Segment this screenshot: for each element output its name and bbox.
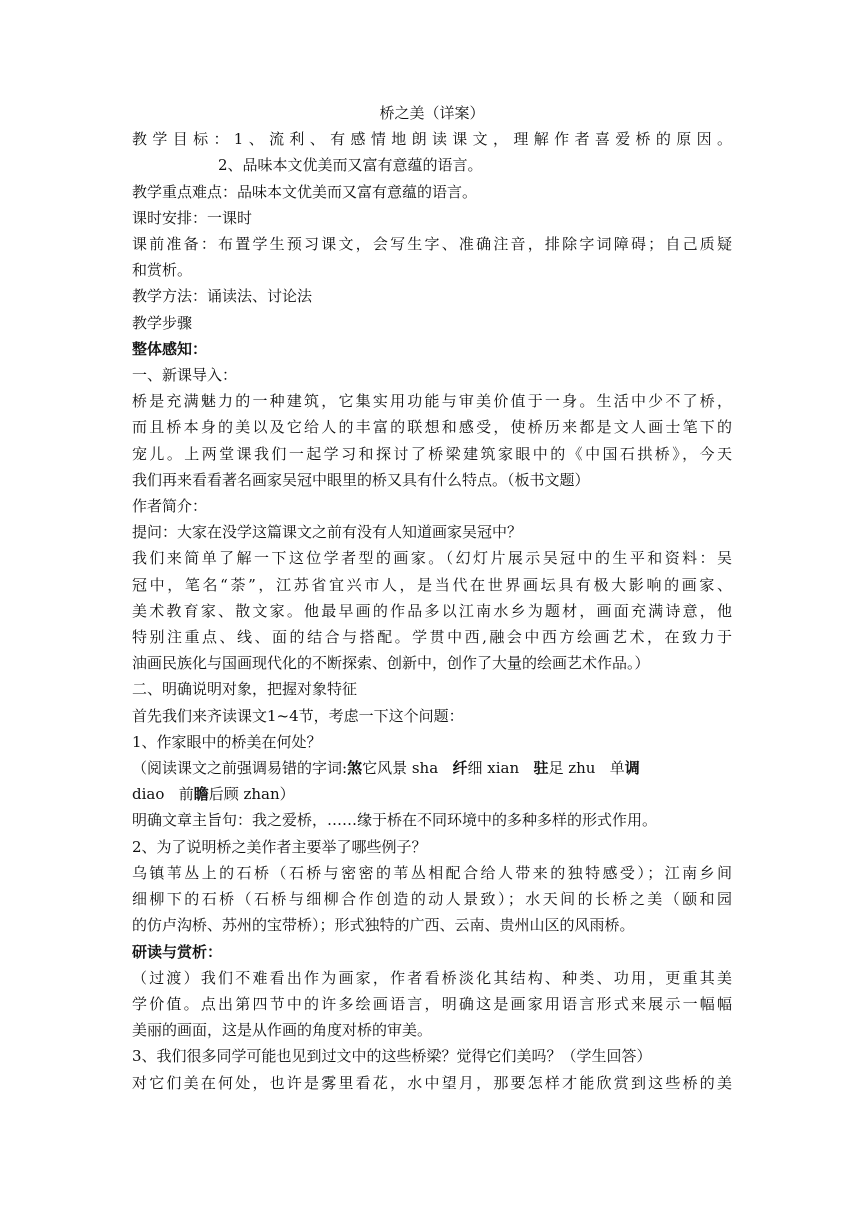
bio-line-4: 特别注重点、线、面的结合与搭配。学贯中西,融会中西方绘画艺术，在致力于	[132, 628, 732, 647]
vocab-bold-char: 瞻	[193, 785, 209, 804]
main-idea: 明确文章主旨句：我之爱桥，……缘于桥在不同环境中的多种多样的形式作用。	[132, 811, 658, 830]
vocab-bold-char: 调	[624, 759, 640, 778]
vocab-line-1	[132, 755, 732, 781]
key-points: 教学重点难点：品味本文优美而又富有意蕴的语言。	[132, 182, 478, 201]
examples-line-1: 乌镇苇丛上的石桥（石桥与密密的苇丛相配合给人带来的独特感受）；江南乡间	[132, 863, 732, 882]
vocab-bold-char: 驻	[533, 759, 549, 778]
preparation-line-2: 和赏析。	[132, 261, 193, 280]
teaching-goal-1: 教学目标：1、流利、有感情地朗读课文，理解作者喜爱桥的原因。	[132, 130, 732, 149]
vocab-word: 前	[178, 785, 194, 804]
question-1: 1、作家眼中的桥美在何处？	[132, 732, 322, 751]
section-study-heading: 研读与赏析：	[132, 942, 223, 961]
question-3: 3、我们很多同学可能也见到过文中的这些桥梁？觉得它们美吗？（学生回答）	[132, 1047, 652, 1066]
vocab-open: （阅读课文之前强调易错的字词:	[132, 759, 348, 778]
author-heading: 作者简介：	[132, 497, 208, 516]
transition-line-1: （过渡）我们不难看出作为画家，作者看桥淡化其结构、种类、功用，更重其美	[132, 968, 732, 987]
transition-line-2: 学价值。点出第四节中的许多绘画语言，明确这是画家用语言形式来展示一幅幅	[132, 994, 732, 1013]
vocab-word: 足 zhu	[548, 759, 596, 778]
intro-line-4: 我们再来看看著名画家吴冠中眼里的桥又具有什么特点。（板书文题）	[132, 470, 590, 489]
document-page	[132, 100, 732, 1096]
vocab-word: 它风景 sha	[362, 759, 439, 778]
teaching-steps: 教学步骤	[132, 313, 193, 332]
vocab-word: diao	[132, 785, 165, 804]
vocab-line-2	[132, 781, 732, 807]
intro-line-1: 桥是充满魅力的一种建筑，它集实用功能与审美价值于一身。生活中少不了桥，	[132, 392, 732, 411]
question-line: 提问：大家在没学这篇课文之前有没有人知道画家吴冠中？	[132, 523, 523, 542]
teaching-goal-2: 2、品味本文优美而又富有意蕴的语言。	[218, 156, 483, 175]
bio-line-3: 美术教育家、散文家。他最早画的作品多以江南水乡为题材，画面充满诗意，他	[132, 601, 732, 620]
preparation-line-1: 课前准备：布置学生预习课文，会写生字、准确注音，排除字词障碍；自己质疑	[132, 235, 732, 254]
examples-line-3: 的仿卢沟桥、苏州的宝带桥）；形式独特的广西、云南、贵州山区的风雨桥。	[132, 916, 635, 935]
examples-line-2: 细柳下的石桥（石桥与细柳合作创造的动人景致）；水天间的长桥之美（颐和园	[132, 890, 732, 909]
intro-heading: 一、新课导入：	[132, 366, 238, 385]
read-instruction: 首先我们来齐读课文1~4节，考虑一下这个问题：	[132, 706, 464, 725]
vocab-word: 单	[609, 759, 625, 778]
intro-line-2: 而且桥本身的美以及它给人的丰富的联想和感受，使桥历来都是文人画士笔下的	[132, 418, 732, 437]
schedule: 课时安排：一课时	[132, 208, 253, 227]
bio-line-2: 冠中，笔名“荼”，江苏省宜兴市人，是当代在世界画坛具有极大影响的画家、	[132, 575, 732, 594]
vocab-word: 细 xian	[467, 759, 520, 778]
bio-line-1: 我们来简单了解一下这位学者型的画家。（幻灯片展示吴冠中的生平和资料：吴	[132, 549, 732, 568]
transition-line-3: 美丽的画面，这是从作画的角度对桥的审美。	[132, 1021, 433, 1040]
section-overall-heading: 整体感知：	[132, 339, 208, 358]
vocab-bold-char: 纤	[452, 759, 468, 778]
bio-line-5: 油画民族化与国画现代化的不断探索、创新中，创作了大量的绘画艺术作品。）	[132, 654, 650, 673]
teaching-method: 教学方法：诵读法、讨论法	[132, 287, 313, 306]
last-line: 对它们美在何处，也许是雾里看花，水中望月，那要怎样才能欣赏到这些桥的美	[132, 1073, 732, 1092]
document-title: 桥之美（详案）	[379, 104, 485, 122]
vocab-word: 后顾 zhan）	[208, 785, 295, 804]
question-2: 2、为了说明桥之美作者主要举了哪些例子？	[132, 837, 427, 856]
intro-line-3: 宠儿。上两堂课我们一起学习和探讨了桥梁建筑家眼中的《中国石拱桥》，今天	[132, 444, 732, 463]
vocab-bold-char: 煞	[347, 759, 363, 778]
part2-heading: 二、明确说明对象，把握对象特征	[132, 680, 358, 699]
